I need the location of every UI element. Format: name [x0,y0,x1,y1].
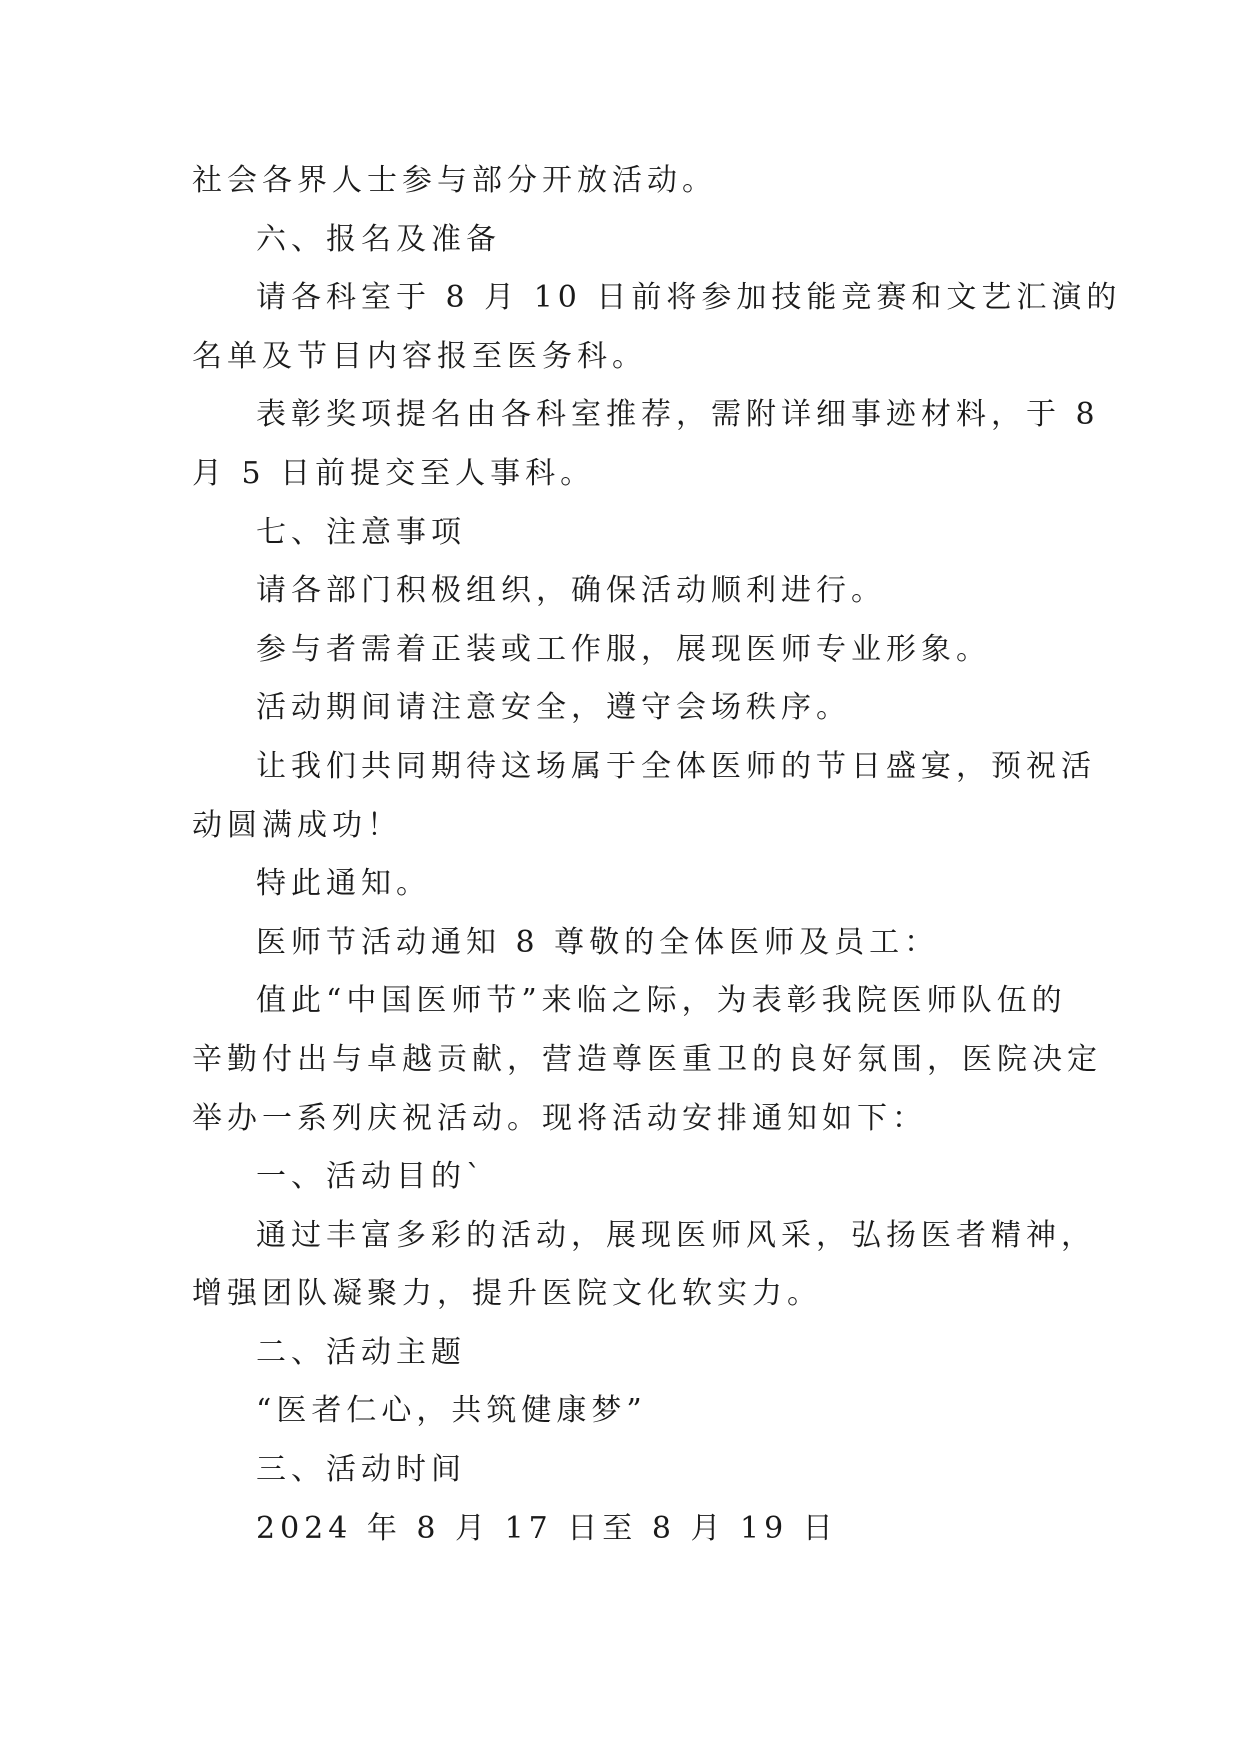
text-line-10: 活动期间请注意安全，遵守会场秩序。 [256,690,851,726]
text-line-12: 动圆满成功！ [192,807,402,843]
text-line-13: 特此通知。 [256,866,431,902]
text-line-5: 表彰奖项提名由各科室推荐，需附详细事迹材料，于 8 [256,397,1100,433]
text-line-19: 通过丰富多彩的活动，展现医师风采，弘扬医者精神， [256,1217,1096,1253]
text-line-24: 2024 年 8 月 17 日至 8 月 19 日 [256,1510,838,1546]
text-line-4: 名单及节目内容报至医务科。 [192,338,647,374]
text-line-22: “医者仁心，共筑健康梦” [256,1393,647,1429]
text-line-1: 社会各界人士参与部分开放活动。 [192,163,717,198]
text-line-14: 医师节活动通知 8 尊敬的全体医师及员工： [256,924,940,960]
text-line-17: 举办一系列庆祝活动。现将活动安排通知如下： [192,1100,927,1136]
text-line-9: 参与者需着正装或工作服，展现医师专业形象。 [256,631,991,667]
text-line-15: 值此“中国医师节”来临之际，为表彰我院医师队伍的 [256,983,1067,1019]
text-line-21: 二、活动主题 [256,1334,466,1370]
text-line-7: 七、注意事项 [256,514,466,550]
text-line-16: 辛勤付出与卓越贡献，营造尊医重卫的良好氛围，医院决定 [192,1041,1102,1077]
text-line-6: 月 5 日前提交至人事科。 [192,455,596,491]
text-line-3: 请各科室于 8 月 10 日前将参加技能竞赛和文艺汇演的 [256,280,1122,316]
document-body [192,152,1122,1558]
text-line-20: 增强团队凝聚力，提升医院文化软实力。 [192,1276,822,1312]
text-line-2: 六、报名及准备 [256,221,501,257]
text-line-18: 一、活动目的` [256,1159,486,1195]
text-line-23: 三、活动时间 [256,1452,466,1488]
text-line-8: 请各部门积极组织，确保活动顺利进行。 [256,573,886,609]
text-line-11: 让我们共同期待这场属于全体医师的节日盛宴，预祝活 [256,748,1096,784]
